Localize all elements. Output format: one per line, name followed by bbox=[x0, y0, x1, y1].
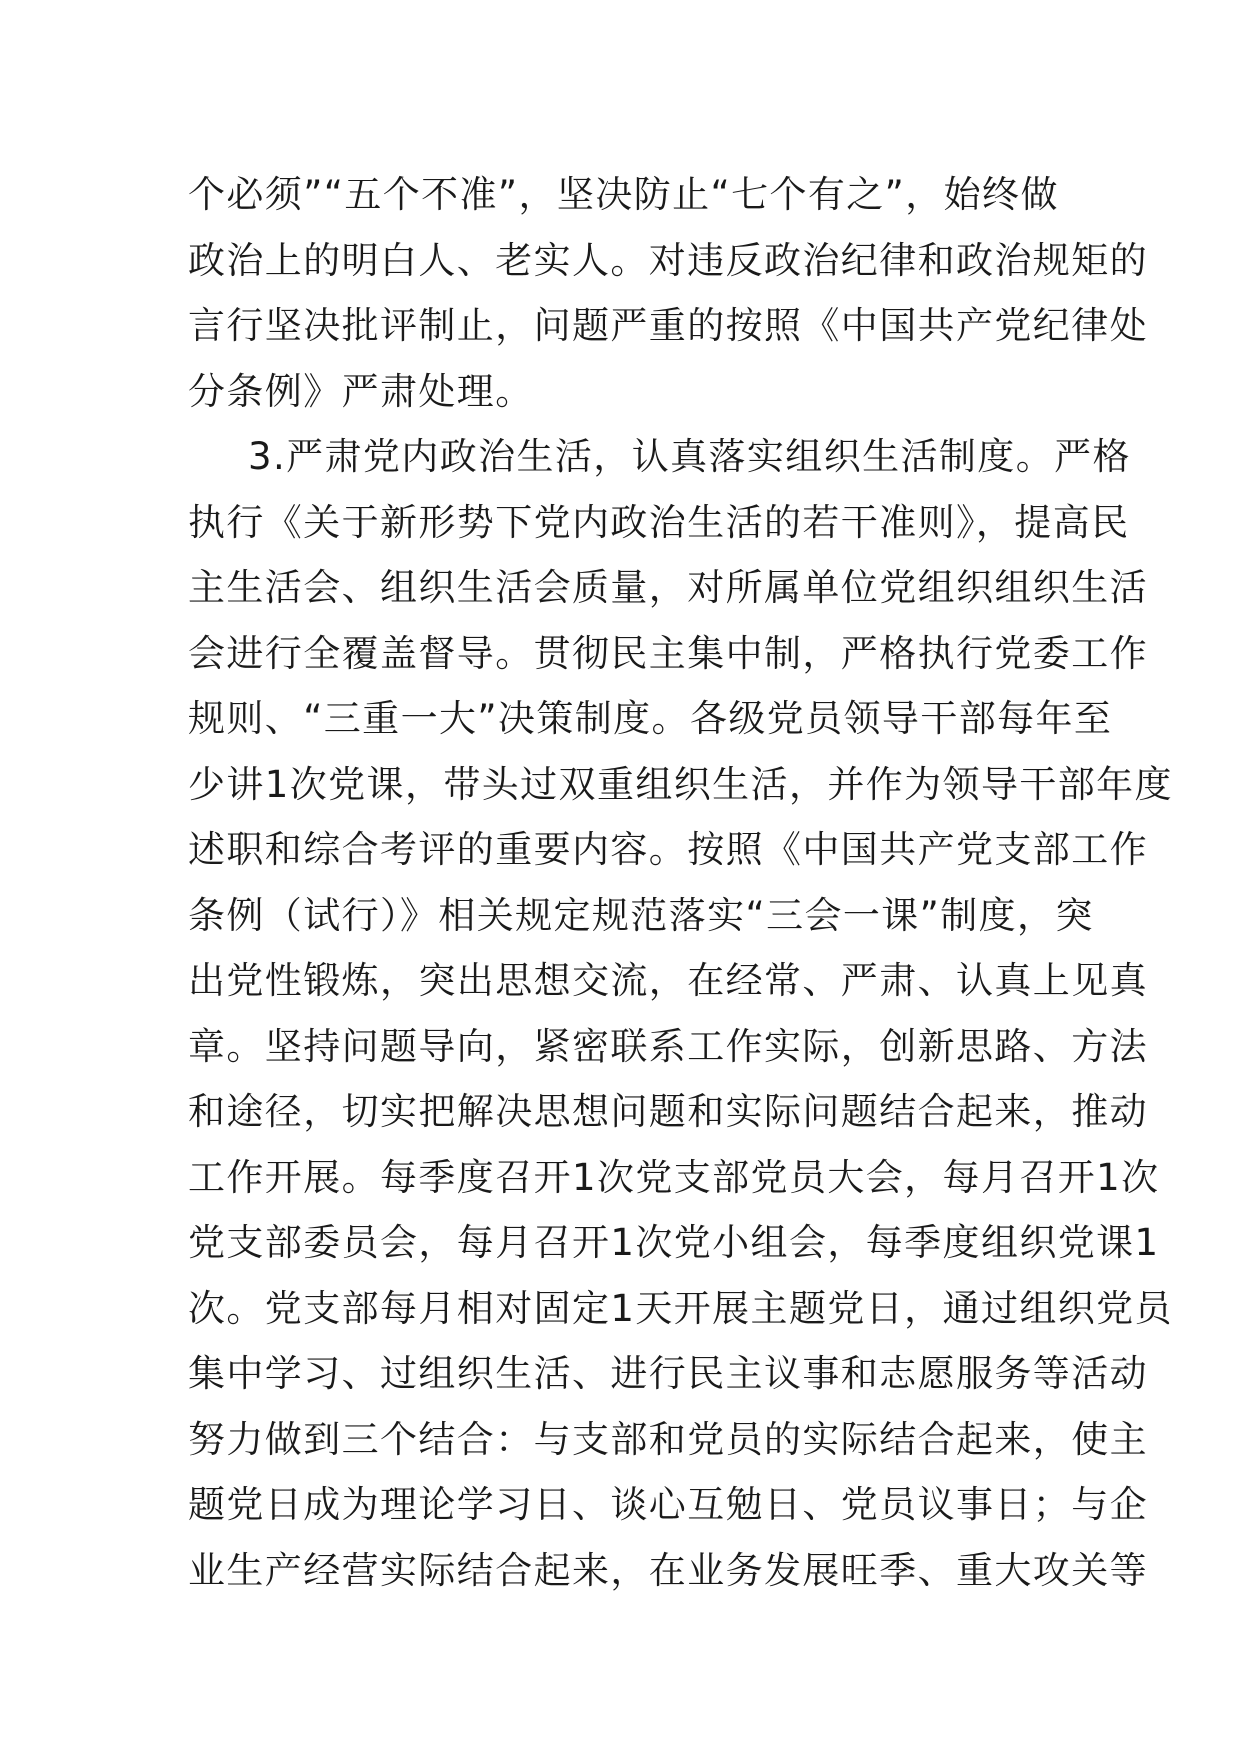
text-line: 章。坚持问题导向，紧密联系工作实际，创新思路、方法 bbox=[188, 1024, 1148, 1068]
text-line: 工作开展。每季度召开1次党支部党员大会，每月召开1次 bbox=[188, 1155, 1160, 1199]
text-line: 业生产经营实际结合起来，在业务发展旺季、重大攻关等 bbox=[188, 1548, 1148, 1592]
text-line: 条例（试行）》相关规定规范落实“三会一课”制度，突 bbox=[188, 893, 1094, 937]
text-line: 和途径，切实把解决思想问题和实际问题结合起来，推动 bbox=[188, 1090, 1148, 1133]
text-line: 执行《关于新形势下党内政治生活的若干准则》，提高民 bbox=[188, 500, 1130, 544]
text-line: 党支部委员会，每月召开1次党小组会，每季度组织党课1 bbox=[188, 1221, 1160, 1264]
text-line: 分条例》严肃处理。 bbox=[188, 369, 534, 413]
body-text bbox=[188, 162, 1173, 1603]
text-line: 主生活会、组织生活会质量，对所属单位党组织组织生活 bbox=[188, 566, 1148, 609]
text-line: 努力做到三个结合：与支部和党员的实际结合起来，使主 bbox=[188, 1417, 1148, 1461]
text-line: 出党性锻炼，突出思想交流，在经常、严肃、认真上见真 bbox=[188, 959, 1148, 1002]
text-line: 言行坚决批评制止，问题严重的按照《中国共产党纪律处 bbox=[188, 304, 1148, 347]
text-line: 会进行全覆盖督导。贯彻民主集中制，严格执行党委工作 bbox=[188, 631, 1148, 675]
text-line: 规则、“三重一大”决策制度。各级党员领导干部每年至 bbox=[188, 697, 1113, 740]
paragraph-start-line: 3.严肃党内政治生活，认真落实组织生活制度。严格 bbox=[248, 435, 1131, 478]
text-line: 述职和综合考评的重要内容。按照《中国共产党支部工作 bbox=[188, 828, 1148, 871]
text-line: 次。党支部每月相对固定1天开展主题党日，通过组织党员 bbox=[188, 1286, 1173, 1330]
text-line: 集中学习、过组织生活、进行民主议事和志愿服务等活动 bbox=[188, 1352, 1148, 1395]
text-line: 政治上的明白人、老实人。对违反政治纪律和政治规矩的 bbox=[188, 238, 1148, 282]
text-line: 题党日成为理论学习日、谈心互勉日、党员议事日；与企 bbox=[188, 1483, 1148, 1526]
text-line: 少讲1次党课，带头过双重组织生活，并作为领导干部年度 bbox=[188, 762, 1173, 806]
text-line: 个必须”“五个不准”，坚决防止“七个有之”，始终做 bbox=[188, 173, 1059, 216]
